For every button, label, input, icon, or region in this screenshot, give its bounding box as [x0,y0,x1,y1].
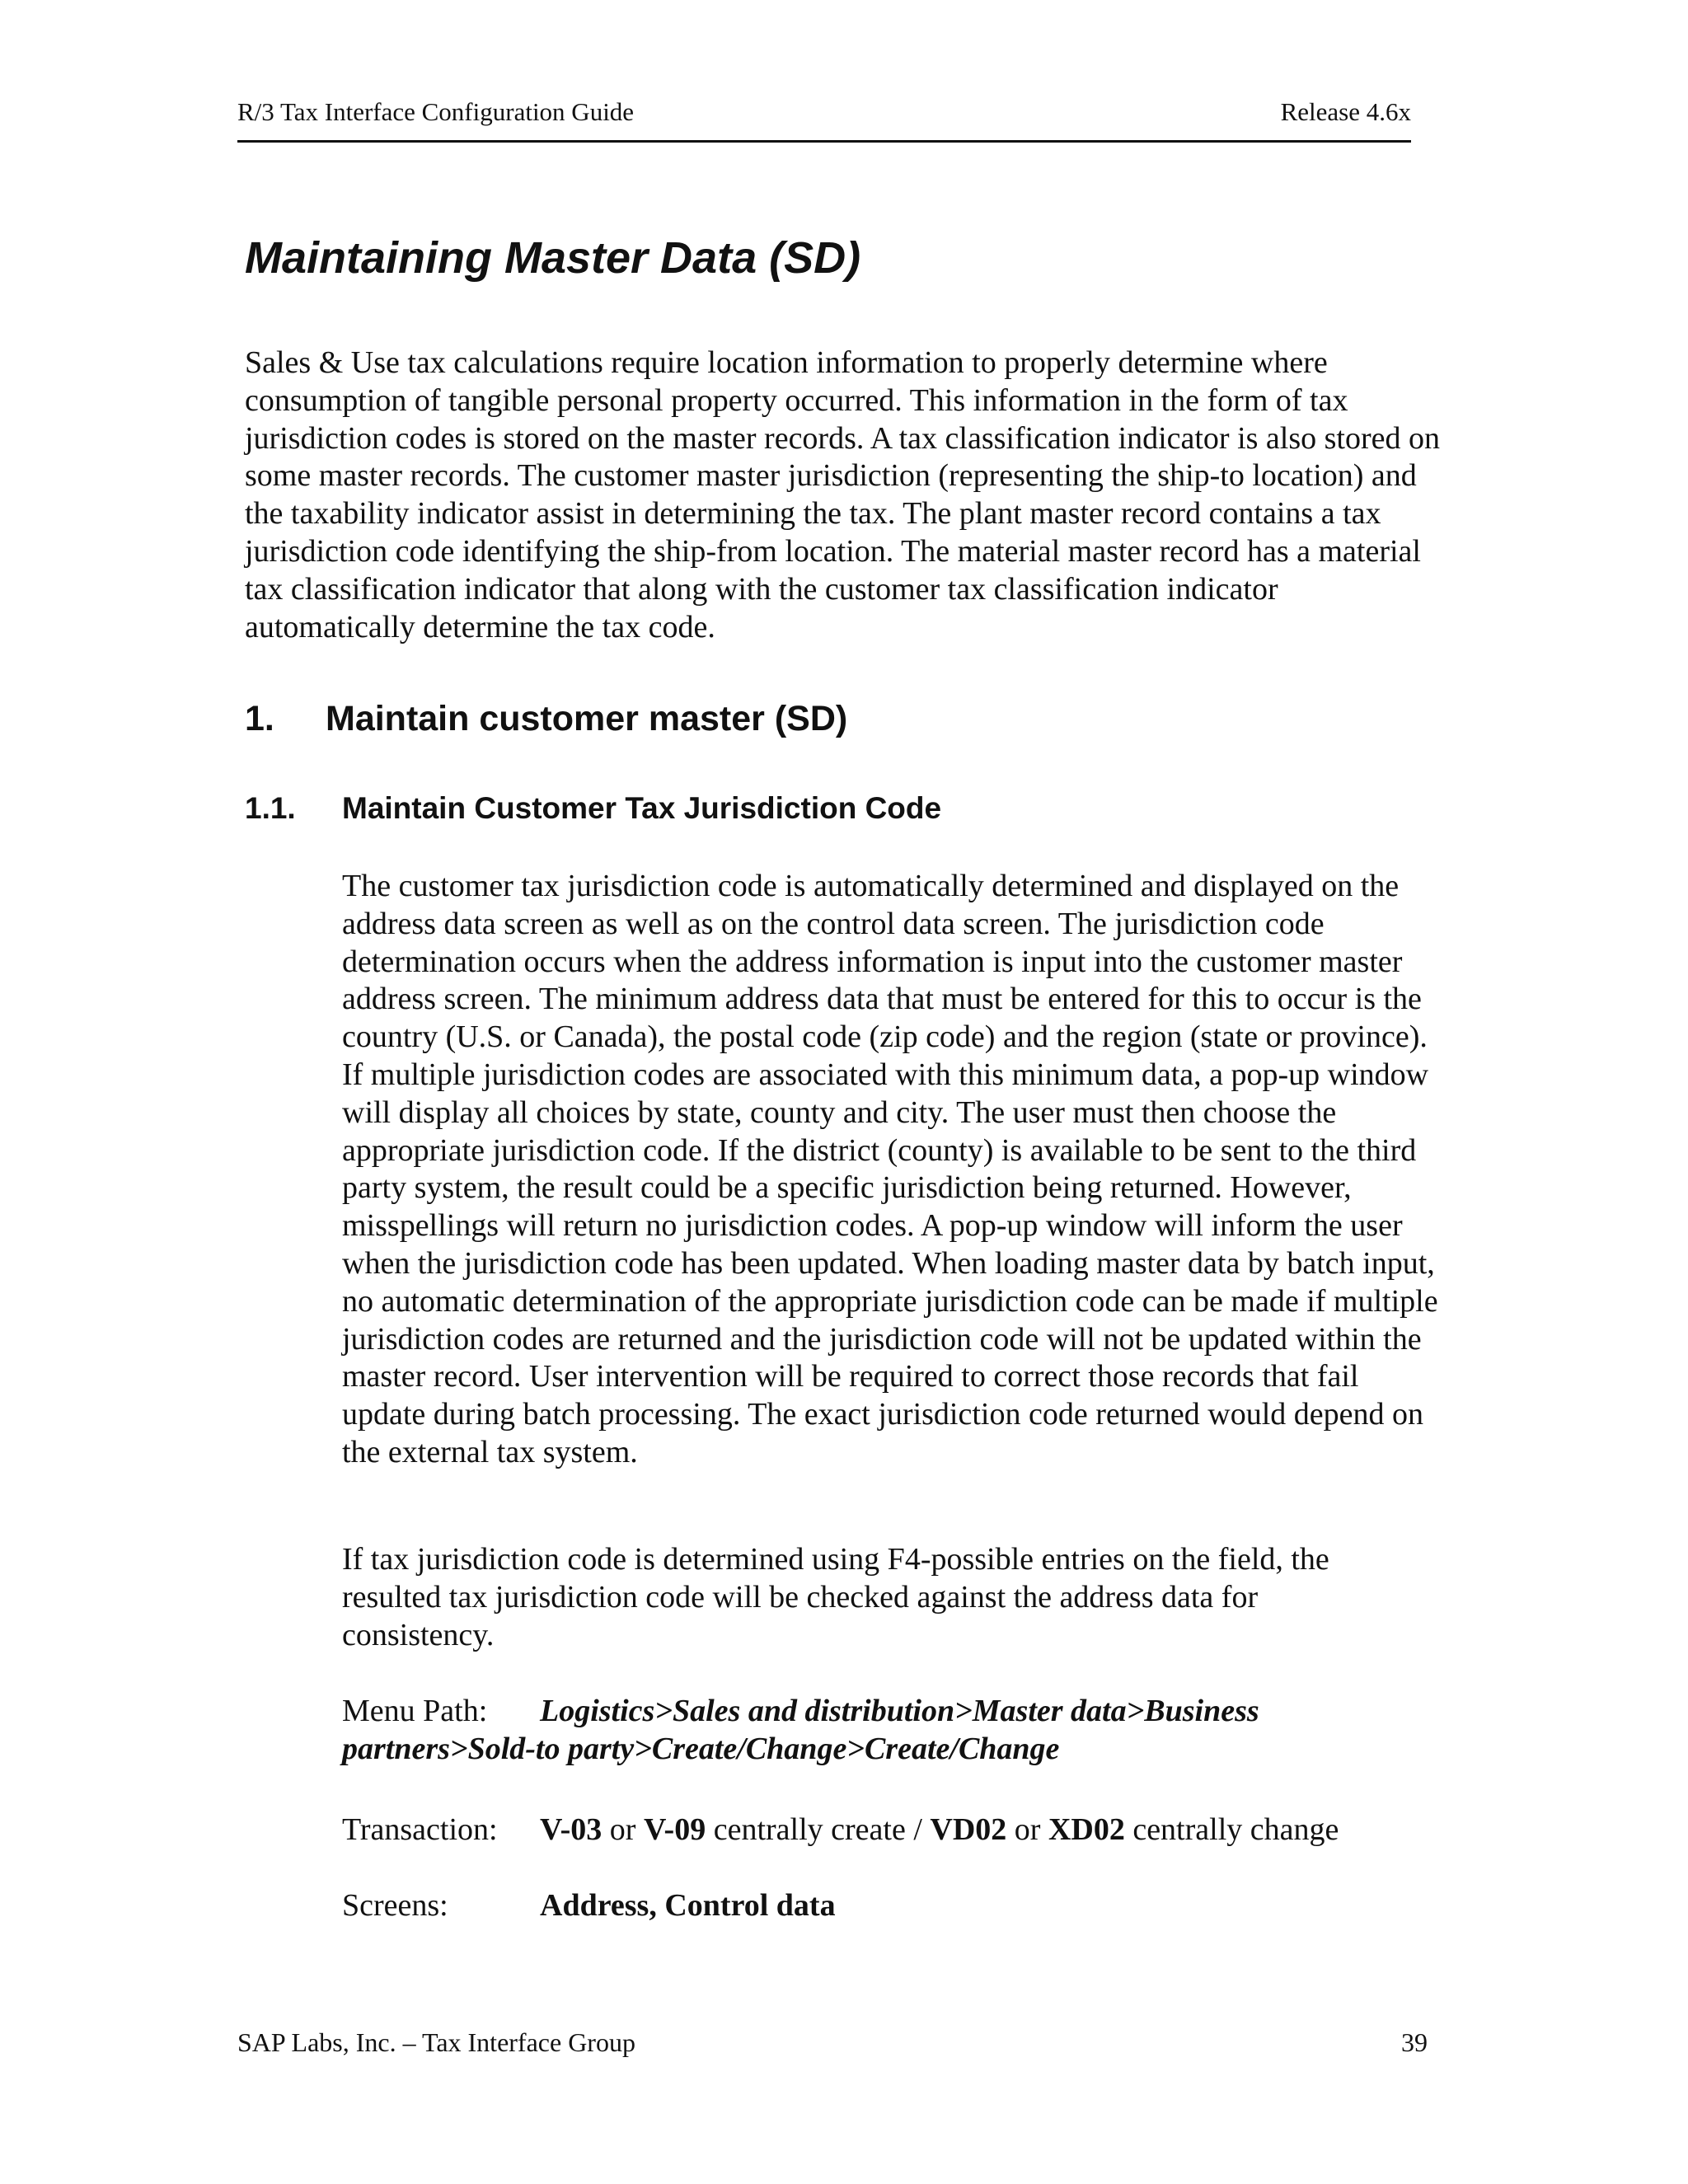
menu-path-row [342,1693,1438,1769]
page-number: 39 [1401,2027,1428,2057]
release-label: Release 4.6x [1280,97,1411,126]
transaction-row [342,1811,1438,1849]
transaction-text-create: centrally create / [713,1812,922,1847]
intro-paragraph: Sales & Use tax calculations require location information to properly determine where consumption of tangible personal property occurred. This information in the form of tax jurisdiction codes is stored on the master records. A tax classification indicator is also stored on some master records. The customer master jurisdiction (representing the ship-to location) and the taxability indicator assist in determining the tax. The plant master record contains a tax jurisdiction code identifying the ship-from location. The material master record has a material tax classification indicator that along with the customer tax classification indicator automatically determine the tax code. [245,345,1441,644]
menu-path-label: Menu Path: [342,1694,488,1728]
page-title: Maintaining Master Data (SD) [245,233,861,283]
section-1-1-number: 1.1. [245,791,296,825]
transaction-or-1: or [609,1812,636,1847]
section-1-title: Maintain customer master (SD) [326,699,848,738]
section-1-heading [245,699,847,739]
transaction-code-xd02: XD02 [1048,1812,1125,1847]
transaction-code-v09: V-09 [643,1812,706,1847]
transaction-code-v03: V-03 [540,1812,603,1847]
section-1-1-title: Maintain Customer Tax Jurisdiction Code [342,791,942,825]
screens-row [342,1887,1438,1925]
transaction-code-vd02: VD02 [930,1812,1007,1847]
screens-value: Address, Control data [540,1888,836,1923]
page-header [237,97,1411,143]
transaction-or-2: or [1014,1812,1041,1847]
transaction-text-change: centrally change [1132,1812,1339,1847]
menu-path-value: Logistics>Sales and distribution>Master data>Business partners>Sold-to party>Create/Change>Create/Change [342,1694,1259,1766]
screens-label: Screens: [342,1888,448,1923]
jurisdiction-paragraph: The customer tax jurisdiction code is automatically determined and displayed on the address data screen as well as on the control data screen. The jurisdiction code determination occurs when the address information is input into the customer master address screen. The minimum address data that must be entered for this to occur is the country (U.S. or Canada), the postal code (zip code) and the region (state or province). If multiple jurisdiction codes are associated with this minimum data, a pop-up window will display all choices by state, county and city. The user must then choose the appropriate jurisdiction code. If the district (county) is available to be sent to the third party system, the result could be a specific jurisdiction being returned. However, misspellings will return no jurisdiction codes. A pop-up window will inform the user when the jurisdiction code has been updated. When loading master data by batch input, no automatic determination of the appropriate jurisdiction code can be made if multiple jurisdiction codes are returned and the jurisdiction code will not be updated within the master record. User intervention will be required to correct those records that fail update during batch processing. The exact jurisdiction code returned would depend on the external tax system. [342,869,1438,1469]
document-title: R/3 Tax Interface Configuration Guide [237,97,635,126]
f4-paragraph: If tax jurisdiction code is determined using F4-possible entries on the field, the resulted tax jurisdiction code will be checked against the address data for consistency. [342,1542,1329,1652]
section-1-number: 1. [245,699,274,738]
section-1-1-heading [245,791,941,826]
transaction-label: Transaction: [342,1812,498,1847]
footer-company: SAP Labs, Inc. – Tax Interface Group [237,2027,635,2057]
